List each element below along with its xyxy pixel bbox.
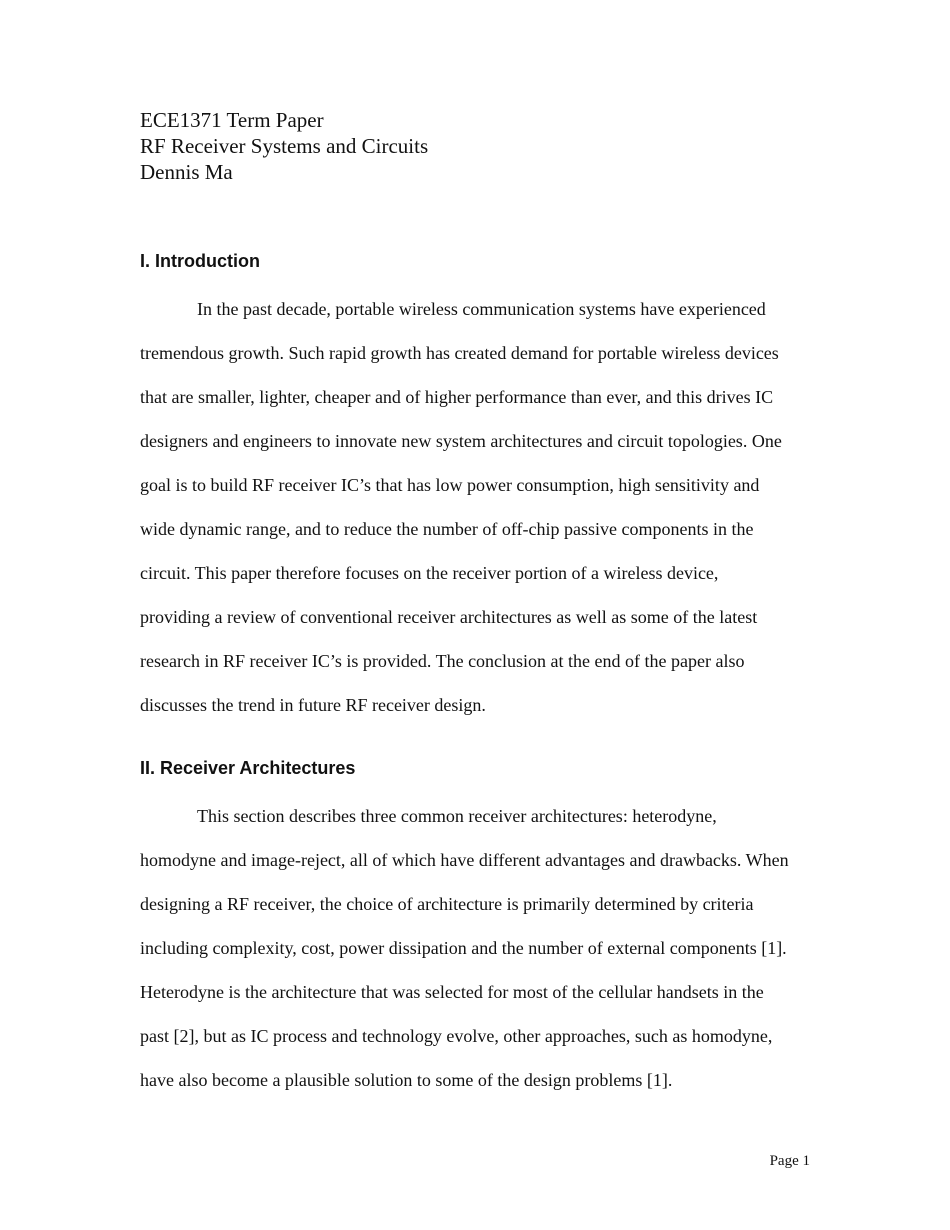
paragraph-line: designing a RF receiver, the choice of architecture is primarily determined by criteria: [140, 894, 754, 914]
paragraph-line: circuit. This paper therefore focuses on the receiver portion of a wireless device,: [140, 563, 719, 583]
paragraph-line: tremendous growth. Such rapid growth has created demand for portable wireless devices: [140, 343, 779, 363]
title-block: [140, 107, 428, 185]
section-heading-introduction: I. Introduction: [140, 251, 260, 271]
paragraph-line: have also become a plausible solution to some of the design problems [1].: [140, 1070, 673, 1090]
author-name: Dennis Ma: [140, 160, 233, 184]
page-number: Page 1: [769, 1153, 810, 1169]
paragraph-line: discusses the trend in future RF receiver design.: [140, 695, 486, 715]
paragraph-line: This section describes three common receiver architectures: heterodyne,: [197, 806, 717, 826]
paragraph-line: designers and engineers to innovate new system architectures and circuit topologies. One: [140, 431, 782, 451]
paragraph-line: Heterodyne is the architecture that was selected for most of the cellular handsets in the: [140, 982, 764, 1002]
paragraph-line: providing a review of conventional receiver architectures as well as some of the latest: [140, 607, 758, 627]
paragraph-line: past [2], but as IC process and technology evolve, other approaches, such as homodyne,: [140, 1026, 773, 1046]
course-title: ECE1371 Term Paper: [140, 108, 324, 132]
paragraph-line: including complexity, cost, power dissipation and the number of external components [1].: [140, 938, 787, 958]
section-heading-receiver-architectures: II. Receiver Architectures: [140, 758, 356, 778]
paragraph-line: research in RF receiver IC’s is provided. The conclusion at the end of the paper also: [140, 651, 745, 671]
paragraph-line: wide dynamic range, and to reduce the number of off-chip passive components in the: [140, 519, 754, 539]
paper-title: RF Receiver Systems and Circuits: [140, 134, 429, 158]
paragraph-line: In the past decade, portable wireless communication systems have experienced: [197, 299, 766, 319]
paragraph-line: that are smaller, lighter, cheaper and of higher performance than ever, and this drives IC: [140, 387, 774, 407]
introduction-paragraph: [140, 287, 820, 727]
paragraph-line: goal is to build RF receiver IC’s that has low power consumption, high sensitivity and: [140, 475, 760, 495]
receiver-architectures-paragraph: [140, 794, 820, 1102]
paragraph-line: homodyne and image-reject, all of which have different advantages and drawbacks. When: [140, 850, 789, 870]
